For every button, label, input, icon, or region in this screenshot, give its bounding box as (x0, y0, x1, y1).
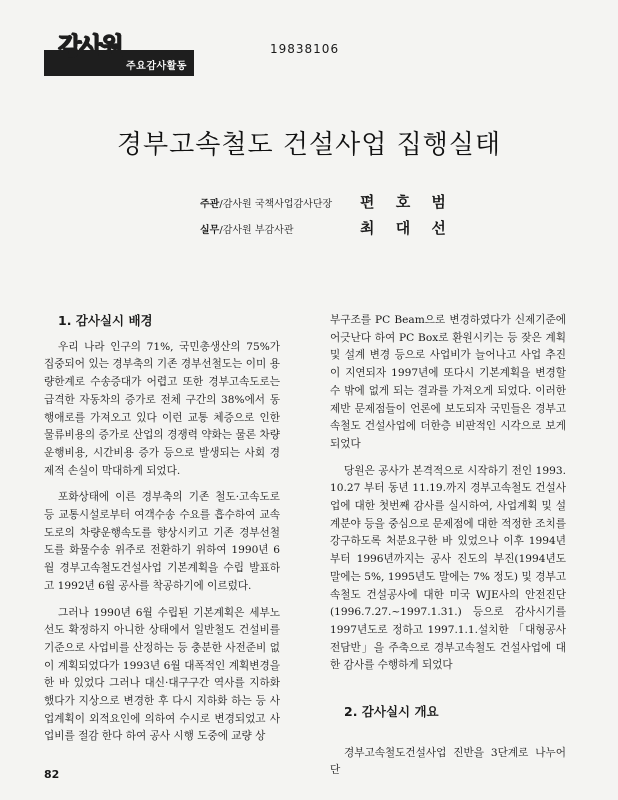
page-number: 82 (44, 768, 60, 781)
section-heading-overview: 2. 감사실시 개요 (344, 704, 439, 720)
body-paragraph: 부구조를 PC Beam으로 변경하였다가 신제기준에 어긋난다 하여 PC Box로 환원시키는 등 잦은 계획 및 설계 변경 등으로 사업비가 늘어나고 사업 추진이 지연되자 1997년에 또다시 기본계획을 변경할 수 밖에 없게 되는 결과를 가져오게 되었다. 이러한 제반 문제점들이 언론에 보도되자 국민들은 경부고속철도 건설사업에 더한층 비판적인 시각으로 보게 되었다 (330, 314, 566, 450)
byline-supervisor (200, 193, 454, 211)
right-column (330, 312, 566, 780)
byline-role: 실무 (200, 225, 220, 236)
byline-name: 최 대 선 (360, 219, 454, 237)
body-paragraph: 경부고속철도건설사업 진반을 3단계로 나누어 단 (330, 746, 566, 777)
byline-name: 편 호 범 (360, 193, 454, 211)
left-column (44, 312, 280, 746)
byline-role: 주관 (200, 199, 220, 210)
section-heading-background: 1. 감사실시 배경 (58, 313, 153, 328)
header-document-code: 19838106 (270, 42, 340, 56)
body-paragraph: 우리 나라 인구의 71%, 국민총생산의 75%가 집중되어 있는 경부축의 기존 경부선철도는 이미 용량한계로 수송증대가 어렵고 또한 경부고속도로는 급격한 자동차의 증가로 전체 구간의 38%에서 동행애로를 가져오고 있다 이런 교통 체증으로 인한 물류비용의 증가로 산업의 경쟁력 약화는 물론 차량운행비용, 시간비용 증가 등으로 발생되는 사회 경제적 손실이 막대하게 되었다. (44, 340, 280, 477)
byline-staff (200, 219, 454, 237)
header-section-label: 주요감사활동 (126, 61, 187, 72)
body-paragraph: 그러나 1990년 6월 수립된 기본계획은 세부노선도 확정하지 아니한 상태에서 일반철도 건설비를 기준으로 사업비를 산정하는 등 충분한 사전준비 없이 계획되었다가 1993년 6월 대폭적인 계획변경을 한 바 있었다 그러나 대신·대구구간 역사를 지하화했다가 지상으로 변경한 후 다시 지하화 하는 등 사업계획이 외적요인에 의하여 수시로 변경되었고 사업비를 절감 한다 하여 공사 시행 도중에 교량 상 (44, 606, 280, 743)
header-logo: 감사원 (58, 32, 122, 60)
body-paragraph: 당원은 공사가 본격적으로 시작하기 전인 1993. 10.27 부터 동년 11.19.까지 경부고속철도 건설사업에 대한 첫번째 감사를 실시하여, 사업계획 및 설계분야 등을 중심으로 문제점에 대한 적정한 조치를 강구하도록 처분요구한 바 있었으나 이후 1994년부터 1996년까지는 공사 진도의 부진(1994년도 말에는 5%, 1995년도 말에는 7% 정도) 및 경부고속철도 건설공사에 대한 미국 WJE사의 안전진단(1996.7.27.~1997.1.31.) 등으로 감사시기를 1997년도로 정하고 1997.1.1.설치한 「대형공사전담반」을 주축으로 경부고속철도 건설사업에 대한 감사를 수행하게 되었다 (330, 464, 566, 672)
article-title: 경부고속철도 건설사업 집행실태 (116, 130, 502, 160)
byline-org: /감사원 국책사업감사단장 (219, 199, 333, 210)
body-paragraph: 포화상태에 이른 경부축의 기존 철도·고속도로 등 교통시설로부터 여객수송 수요를 흡수하여 교속도로의 차량운행속도를 향상시키고 기존 경부선철도를 화물수송 위주로 전환하기 위하여 1990년 6월 경부고속철도건설사업 기본계획을 수립 발표하고 1992년 6월 공사를 착공하기에 이르렀다. (44, 491, 280, 592)
byline-org: /감사원 부감사관 (219, 225, 294, 236)
